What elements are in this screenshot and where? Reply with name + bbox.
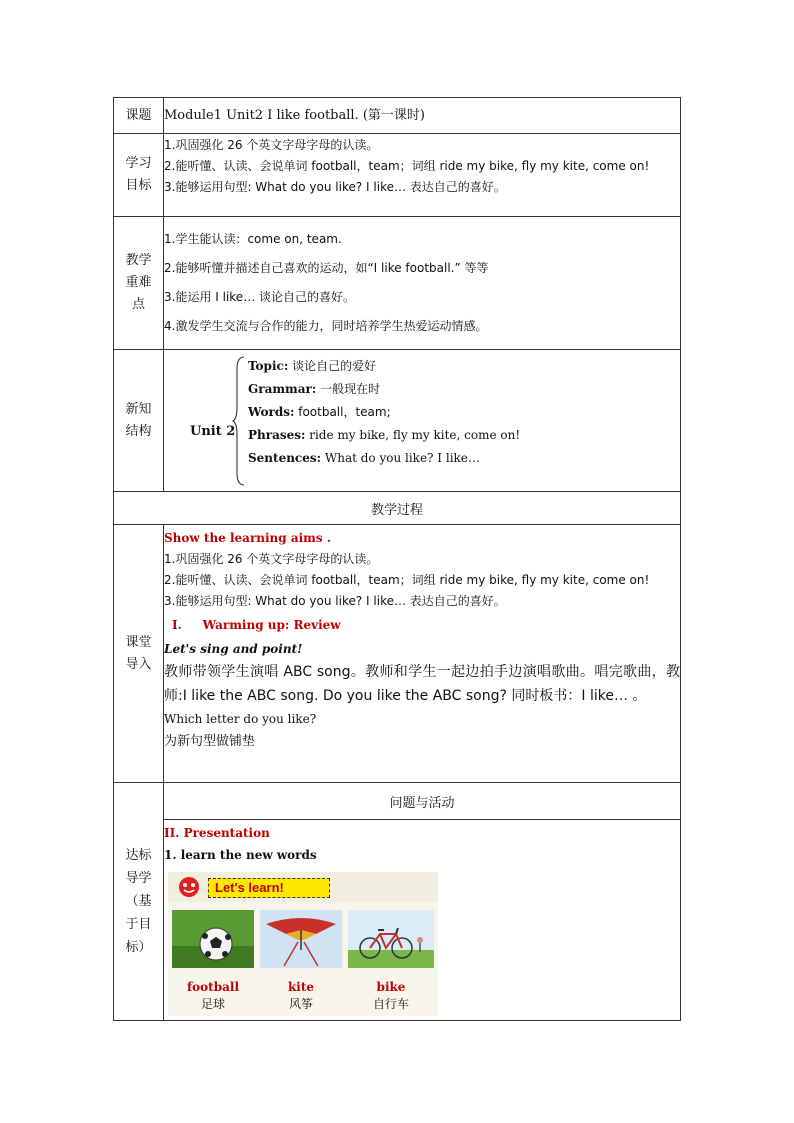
key-points-row [114, 217, 681, 350]
intro-paragraph: 教师带领学生演唱 ABC song。教师和学生一起边拍手边演唱歌曲。唱完歌曲，教师:I like the ABC song. Do you like the ABC song? 同时板书：I like… 。 [164, 664, 680, 704]
key-point-4: 4.激发学生交流与合作的能力，同时培养学生热爱运动情感。 [164, 319, 488, 333]
intro-aim-2: 2.能听懂、认读、会说单词 football，team；词组 ride my bike, fly my kite, come on! [164, 573, 650, 587]
brace-icon [232, 355, 246, 487]
activity-header-row [114, 783, 681, 820]
key-points-content [164, 217, 681, 350]
structure-row [114, 350, 681, 492]
intro-content [164, 525, 681, 783]
lets-learn-banner [168, 872, 438, 902]
intro-row [114, 525, 681, 783]
aim-line-1: 1.巩固强化 26 个英文字母字母的认读。 [164, 138, 379, 152]
aim-line-2: 2.能听懂、认读、会说单词 football，team；词组 ride my bike, fly my kite, come on! [164, 159, 650, 173]
structure-topic: Topic: 谈论自己的爱好 [248, 358, 377, 373]
key-point-2: 2.能够听懂并描述自己喜欢的运动，如“I like football.” 等等 [164, 261, 489, 275]
soccer-ball-picture [172, 910, 254, 968]
key-point-1: 1.学生能认读：come on, team. [164, 232, 342, 246]
title-label: 课题 [114, 98, 164, 134]
warmup-heading: I. Warming up: Review [172, 618, 341, 632]
sing-heading: Let's sing and point! [164, 642, 303, 656]
word-football-cn: 足球 [200, 997, 225, 1011]
kite-picture [260, 910, 342, 968]
word-football: football [187, 980, 239, 994]
word-bike: bike [376, 980, 406, 994]
word-kite: kite [287, 980, 315, 994]
intro-question: Which letter do you like? [164, 712, 317, 726]
presentation-content [164, 820, 681, 1021]
aim-line-3: 3.能够运用句型: What do you like? I like… 表达自己的喜好。 [164, 180, 506, 194]
lets-learn-label: Let's learn! [208, 878, 330, 898]
aims-row [114, 134, 681, 217]
intro-aim-1: 1.巩固强化 26 个英文字母字母的认读。 [164, 552, 379, 566]
structure-sentences: Sentences: What do you like? I like… [248, 450, 480, 465]
intro-note: 为新句型做铺垫 [164, 734, 256, 749]
process-header: 教学过程 [114, 492, 681, 525]
presentation-sub: 1. learn the new words [164, 848, 317, 862]
lesson-plan-table [113, 97, 681, 1021]
structure-words: Words: football，team; [248, 404, 391, 419]
intro-label: 课堂 导入 [114, 525, 164, 783]
structure-grammar: Grammar: 一般现在时 [248, 381, 381, 396]
bicycle-picture [348, 910, 434, 968]
process-header-row [114, 492, 681, 525]
word-kite-cn: 风筝 [288, 997, 313, 1011]
presentation-row [114, 820, 681, 1021]
key-point-3: 3.能运用 I like… 谈论自己的喜好。 [164, 290, 356, 304]
aims-content [164, 134, 681, 217]
word-bike-cn: 自行车 [372, 997, 409, 1011]
presentation-label: 达标 导学 （基 于目 标） [114, 783, 164, 1021]
intro-aim-3: 3.能够运用句型: What do you like? I like… 表达自己的喜好。 [164, 594, 506, 608]
structure-rows [248, 355, 520, 470]
key-points-label: 教学 重难 点 [114, 217, 164, 350]
activity-header: 问题与活动 [164, 783, 681, 820]
lesson-title: Module1 Unit2 I like football. (第一课时) [164, 98, 681, 134]
aims-label: 学习 目标 [114, 134, 164, 217]
smiley-icon [174, 874, 204, 900]
aims-title: Show the learning aims . [164, 531, 331, 545]
lets-learn-picture [168, 872, 438, 1016]
title-row [114, 98, 681, 134]
structure-label: 新知 结构 [114, 350, 164, 492]
structure-phrases: Phrases: ride my bike, fly my kite, come on! [248, 427, 521, 442]
structure-content [164, 350, 681, 492]
structure-unit: Unit 2 [190, 423, 236, 439]
presentation-title: II. Presentation [164, 826, 270, 840]
